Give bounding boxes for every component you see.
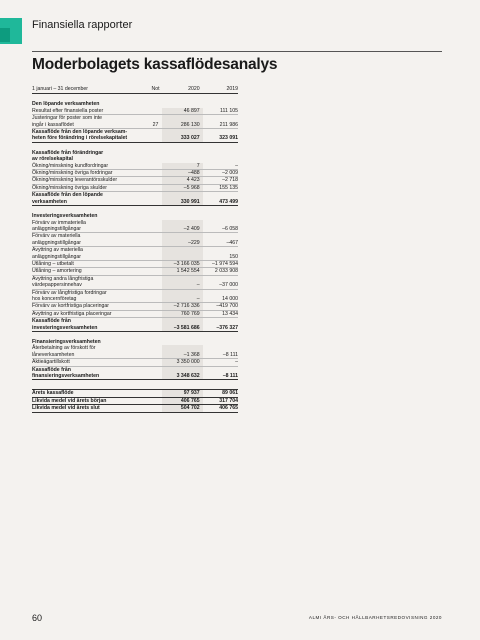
value-2020: –1 368 (162, 345, 202, 358)
row-note (149, 332, 163, 346)
section-header: Finansiella rapporter (32, 19, 133, 31)
row-label: Kassaflöde från den löpande verksam- heten före förändring i rörelsekapitalet (32, 129, 149, 143)
section-heading-row (32, 142, 238, 162)
value-2020 (162, 94, 202, 108)
value-2019: –2 718 (203, 177, 238, 184)
total-row (32, 129, 238, 143)
row-note (149, 289, 163, 303)
row-note: 27 (149, 115, 163, 129)
value-2020: 330 991 (162, 192, 202, 206)
row-note (149, 390, 163, 397)
value-2020: –488 (162, 170, 202, 177)
value-2019: – (203, 359, 238, 366)
row-label: Kassaflöde från investeringsverksamheten (32, 318, 149, 332)
row-label: Förvärv av kortfristiga placeringar (32, 303, 149, 310)
row-label: Ökning/minskning leverantörsskulder (32, 177, 149, 184)
row-label: Likvida medel vid årets början (32, 397, 149, 404)
value-2020: 46 897 (162, 108, 202, 115)
row-label: Förvärv av materiella anläggningstillgångar (32, 233, 149, 247)
accent-bar-dark (0, 28, 10, 42)
row-note (149, 303, 163, 310)
table-row (32, 310, 238, 317)
value-2019 (203, 206, 238, 220)
row-label: Ökning/minskning kundfordringar (32, 163, 149, 170)
row-note (149, 108, 163, 115)
row-note (149, 184, 163, 191)
value-2019: –467 (203, 233, 238, 247)
value-2020: 97 937 (162, 390, 202, 397)
row-note (149, 163, 163, 170)
title-divider (32, 51, 442, 52)
row-label: Likvida medel vid årets slut (32, 405, 149, 412)
total-row (32, 318, 238, 332)
row-label: Den löpande verksamheten (32, 101, 100, 108)
value-2020: – (162, 275, 202, 289)
row-label: Kassaflöde från finansieringsverksamheten (32, 366, 149, 380)
value-2019: 323 091 (203, 129, 238, 143)
row-label: Ökning/minskning övriga skulder (32, 184, 149, 191)
value-2019: –376 327 (203, 318, 238, 332)
value-2019: –37 000 (203, 275, 238, 289)
value-2019: –1 974 594 (203, 260, 238, 267)
row-note (149, 94, 163, 108)
value-2020: 504 702 (162, 405, 202, 412)
section-heading-row (32, 206, 238, 220)
value-2020: 286 130 (162, 115, 202, 129)
row-label: Justeringar för poster som inte ingår i kassaflödet (32, 115, 149, 129)
row-label: Förvärv av immateriella anläggningstillgångar (32, 220, 149, 233)
row-label: Ökning/minskning övriga fordringar (32, 170, 149, 177)
total-row (32, 390, 238, 397)
value-2019: 155 135 (203, 184, 238, 191)
value-2020: –3 166 035 (162, 260, 202, 267)
value-2020 (162, 206, 202, 220)
table-row (32, 275, 238, 289)
table-row (32, 289, 238, 303)
row-label: Återbetalning av förskott för låneverksamheten (32, 345, 149, 358)
row-label: Resultat efter finansiella poster (32, 108, 149, 115)
table-row (32, 184, 238, 191)
year-2020-header: 2020 (162, 86, 202, 94)
value-2019: 406 765 (203, 405, 238, 412)
row-label: Avyttring av kortfristiga placeringar (32, 310, 149, 317)
value-2019: –8 111 (203, 345, 238, 358)
row-label: Årets kassaflöde (32, 390, 149, 397)
value-2019: –6 058 (203, 220, 238, 233)
page-title: Moderbolagets kassaflödesanalys (32, 56, 278, 73)
row-label: Utlåning – utbetalt (32, 260, 149, 267)
spacer-cell (32, 380, 238, 390)
value-2019: 317 704 (203, 397, 238, 404)
value-2020: 7 (162, 163, 202, 170)
total-row (32, 366, 238, 380)
total-row (32, 192, 238, 206)
value-2020: –2 409 (162, 220, 202, 233)
row-note (149, 206, 163, 220)
value-2019: 111 105 (203, 108, 238, 115)
row-label: Avyttring av materiella anläggningstillgångar (32, 247, 149, 261)
table-row (32, 260, 238, 267)
row-label: Kassaflöde från förändringar av rörelsekapital (32, 149, 104, 163)
value-2020: – (162, 289, 202, 303)
table-row (32, 247, 238, 261)
table-row (32, 170, 238, 177)
value-2020 (162, 247, 202, 261)
row-note (149, 318, 163, 332)
row-note (149, 310, 163, 317)
page-number: 60 (32, 613, 43, 623)
table-row (32, 345, 238, 358)
section-heading-row (32, 94, 238, 108)
cashflow-table (32, 86, 238, 413)
value-2019: 150 (203, 247, 238, 261)
row-note (149, 359, 163, 366)
year-2019-header: 2019 (203, 86, 238, 94)
value-2020: –3 581 686 (162, 318, 202, 332)
value-2019 (203, 142, 238, 162)
value-2019: –2 009 (203, 170, 238, 177)
total-row (32, 397, 238, 404)
period-header: 1 januari – 31 december (32, 86, 149, 94)
row-label: Förvärv av långfristiga fordringar hos koncernföretag (32, 289, 149, 303)
row-note (149, 177, 163, 184)
table-row (32, 177, 238, 184)
value-2020: 760 769 (162, 310, 202, 317)
value-2020: 406 765 (162, 397, 202, 404)
value-2020 (162, 142, 202, 162)
value-2020: 3 350 000 (162, 359, 202, 366)
value-2019: 211 986 (203, 115, 238, 129)
row-label: Aktieägartillskott (32, 359, 149, 366)
value-2020: 333 027 (162, 129, 202, 143)
value-2020: 1 542 554 (162, 268, 202, 275)
row-label: Investeringsverksamheten (32, 213, 98, 220)
value-2020: 3 348 632 (162, 366, 202, 380)
value-2019: –8 111 (203, 366, 238, 380)
table-row (32, 115, 238, 129)
value-2019: –419 700 (203, 303, 238, 310)
spacer-row (32, 380, 238, 390)
table-header-row (32, 86, 238, 94)
row-label: Kassaflöde från den löpande verksamheten (32, 192, 149, 206)
row-note (149, 275, 163, 289)
row-note (149, 142, 163, 162)
row-note (149, 247, 163, 261)
value-2020: –5 968 (162, 184, 202, 191)
total-row (32, 405, 238, 412)
value-2020: –2 716 336 (162, 303, 202, 310)
table-row (32, 268, 238, 275)
row-note (149, 397, 163, 404)
value-2019: 89 061 (203, 390, 238, 397)
value-2019: 473 499 (203, 192, 238, 206)
row-note (149, 345, 163, 358)
value-2020: 4 423 (162, 177, 202, 184)
footer-text: ALMI ÅRS- OCH HÅLLBARHETSREDOVISNING 2020 (308, 615, 442, 620)
note-header: Not (149, 86, 163, 94)
value-2020 (162, 332, 202, 346)
table-row (32, 163, 238, 170)
row-note (149, 192, 163, 206)
value-2020: –229 (162, 233, 202, 247)
value-2019: – (203, 163, 238, 170)
value-2019 (203, 332, 238, 346)
value-2019: 13 434 (203, 310, 238, 317)
row-label: Utlåning – amortering (32, 268, 149, 275)
table-row (32, 220, 238, 233)
row-note (149, 268, 163, 275)
section-heading-row (32, 332, 238, 346)
row-note (149, 170, 163, 177)
table-row (32, 303, 238, 310)
table-row (32, 359, 238, 366)
row-note (149, 366, 163, 380)
row-label: Avyttring andra långfristiga värdepappersinnehav (32, 275, 149, 289)
value-2019: 14 000 (203, 289, 238, 303)
value-2019: 2 033 908 (203, 268, 238, 275)
table-row (32, 233, 238, 247)
row-note (149, 129, 163, 143)
row-note (149, 260, 163, 267)
row-note (149, 405, 163, 412)
value-2019 (203, 94, 238, 108)
row-note (149, 220, 163, 233)
row-label: Finansieringsverksamheten (32, 339, 101, 345)
table-row (32, 108, 238, 115)
row-note (149, 233, 163, 247)
